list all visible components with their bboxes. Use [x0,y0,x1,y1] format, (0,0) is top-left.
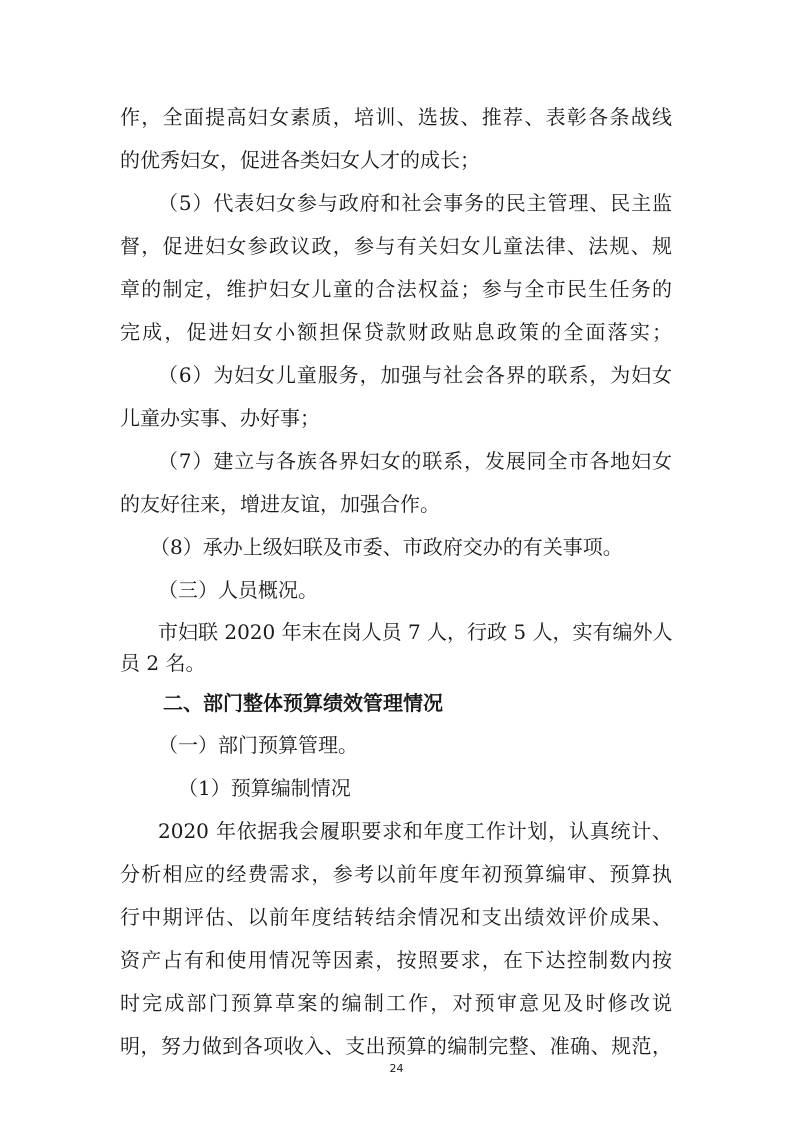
text-line: 作，全面提高妇女素质，培训、选拔、推荐、表彰各条战线 [120,105,672,129]
text-line: 完成，促进妇女小额担保贷款财政贴息政策的全面落实； [120,320,672,344]
section-heading: （三）人员概况。 [158,578,318,602]
chapter-heading: 二、部门整体预算绩效管理情况 [163,691,443,715]
text-line: 时完成部门预算草案的编制工作，对预审意见及时修改说 [120,991,672,1015]
text-line: 明，努力做到各项收入、支出预算的编制完整、准确、规范， [120,1034,672,1058]
text-line: 章的制定，维护妇女儿童的合法权益；参与全市民生任务的 [120,277,672,301]
text-line: 儿童办实事、办好事； [120,406,320,430]
page-number: 24 [389,1062,404,1075]
text-line: （6）为妇女儿童服务，加强与社会各界的联系，为妇女 [158,363,672,387]
text-line: 的友好往来，增进友谊，加强合作。 [120,492,440,516]
text-line: （7）建立与各族各界妇女的联系，发展同全市各地妇女 [158,449,672,473]
text-line: 2020 年依据我会履职要求和年度工作计划，认真统计、 [158,819,672,843]
subsection-heading: （1）预算编制情况 [178,776,351,800]
text-line: 资产占有和使用情况等因素，按照要求，在下达控制数内按 [120,948,672,972]
text-line: 市妇联 2020 年末在岗人员 7 人，行政 5 人，实有编外人 [158,620,672,644]
text-line: 督，促进妇女参政议政，参与有关妇女儿童法律、法规、规 [120,234,672,258]
text-line: （5）代表妇女参与政府和社会事务的民主管理、民主监 [158,191,672,215]
text-line: 的优秀妇女，促进各类妇女人才的成长； [120,148,480,172]
text-line: 分析相应的经费需求，参考以前年度年初预算编审、预算执 [120,862,672,886]
text-line: （8）承办上级妇联及市委、市政府交办的有关事项。 [150,535,623,559]
section-heading: （一）部门预算管理。 [158,733,358,757]
text-line: 员 2 名。 [120,651,206,675]
text-line: 行中期评估、以前年度结转结余情况和支出绩效评价成果、 [120,905,672,929]
